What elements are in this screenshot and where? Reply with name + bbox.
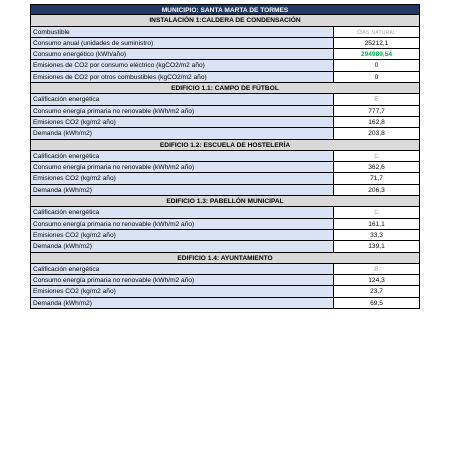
table-row [30, 173, 420, 184]
table-row [30, 60, 420, 71]
row-value: 33,3 [334, 230, 419, 240]
row-label: Demanda (kWh/m2) [31, 241, 334, 251]
table-row [30, 275, 420, 286]
row-value: 0 [334, 60, 419, 70]
energy-report-table [30, 4, 420, 309]
edificio-header: EDIFICIO 1.3: PABELLÓN MUNICIPAL [30, 196, 420, 207]
row-value: 0 [334, 72, 419, 82]
energy-rating-value: C [334, 151, 419, 161]
row-label: Calificación energética [31, 264, 334, 274]
row-label: Consumo energía primaria no renovable (kWh/m2 año) [31, 219, 334, 229]
row-label: Demanda (kWh/m2) [31, 128, 334, 138]
table-row [30, 106, 420, 117]
table-row [30, 185, 420, 196]
table-row [30, 38, 420, 49]
row-label: Consumo anual (unidades de suministro) [31, 38, 334, 48]
row-value: 362,6 [334, 162, 419, 172]
table-row [30, 94, 420, 105]
row-label: Calificación energética [31, 207, 334, 217]
row-value: 777,7 [334, 106, 419, 116]
row-label: Emisiones de CO2 por otros combustibles (kgCO2/m2 año) [31, 72, 334, 82]
fuel-value: Gas natural [334, 27, 419, 37]
row-label: Consumo energía primaria no renovable (kWh/m2 año) [31, 162, 334, 172]
row-label: Calificación energética [31, 94, 334, 104]
row-label: Consumo energético (kWh/año) [31, 49, 334, 59]
row-value: 69,5 [334, 298, 419, 308]
table-row [30, 72, 420, 83]
energy-consumption-value: 294989,54 [334, 49, 419, 59]
edificio-header: EDIFICIO 1.2: ESCUELA DE HOSTELERÍA [30, 140, 420, 151]
row-label: Consumo energía primaria no renovable (kWh/m2 año) [31, 106, 334, 116]
table-row [30, 230, 420, 241]
row-value: 71,7 [334, 173, 419, 183]
row-label: Calificación energética [31, 151, 334, 161]
table-row [30, 117, 420, 128]
table-row [30, 219, 420, 230]
row-value: 161,1 [334, 219, 419, 229]
table-row [30, 298, 420, 309]
table-row [30, 151, 420, 162]
row-label: Emisiones CO2 (kg/m2 año) [31, 173, 334, 183]
table-row [30, 162, 420, 173]
municipio-header: MUNICIPIO: SANTA MARTA DE TORMES [30, 4, 420, 15]
table-row [30, 241, 420, 252]
row-label: Emisiones CO2 (kg/m2 año) [31, 230, 334, 240]
edificio-header: EDIFICIO 1.4: AYUNTAMIENTO [30, 253, 420, 264]
row-value: 203,8 [334, 128, 419, 138]
energy-rating-value: E [334, 94, 419, 104]
table-row [30, 264, 420, 275]
row-label: Emisiones de CO2 por consumo eléctrico (kgCO2/m2 año) [31, 60, 334, 70]
row-value: 124,3 [334, 275, 419, 285]
row-label: Demanda (kWh/m2) [31, 185, 334, 195]
row-label: Demanda (kWh/m2) [31, 298, 334, 308]
row-label: Emisiones CO2 (kg/m2 año) [31, 117, 334, 127]
table-row [30, 49, 420, 60]
row-value: 25212,1 [334, 38, 419, 48]
row-value: 139,1 [334, 241, 419, 251]
table-row [30, 128, 420, 139]
row-label: Consumo energía primaria no renovable (kWh/m2 año) [31, 275, 334, 285]
energy-rating-value: B [334, 264, 419, 274]
table-row [30, 207, 420, 218]
row-value: 23,7 [334, 286, 419, 296]
energy-rating-value: C [334, 207, 419, 217]
row-value: 162,8 [334, 117, 419, 127]
edificio-header: EDIFICIO 1.1: CAMPO DE FÚTBOL [30, 83, 420, 94]
table-row [30, 286, 420, 297]
row-value: 206,3 [334, 185, 419, 195]
table-row [30, 27, 420, 38]
row-label: Emisiones CO2 (kg/m2 año) [31, 286, 334, 296]
row-label: Combustible [31, 27, 334, 37]
instalacion-header: INSTALACIÓN 1:CALDERA DE CONDENSACIÓN [30, 15, 420, 26]
